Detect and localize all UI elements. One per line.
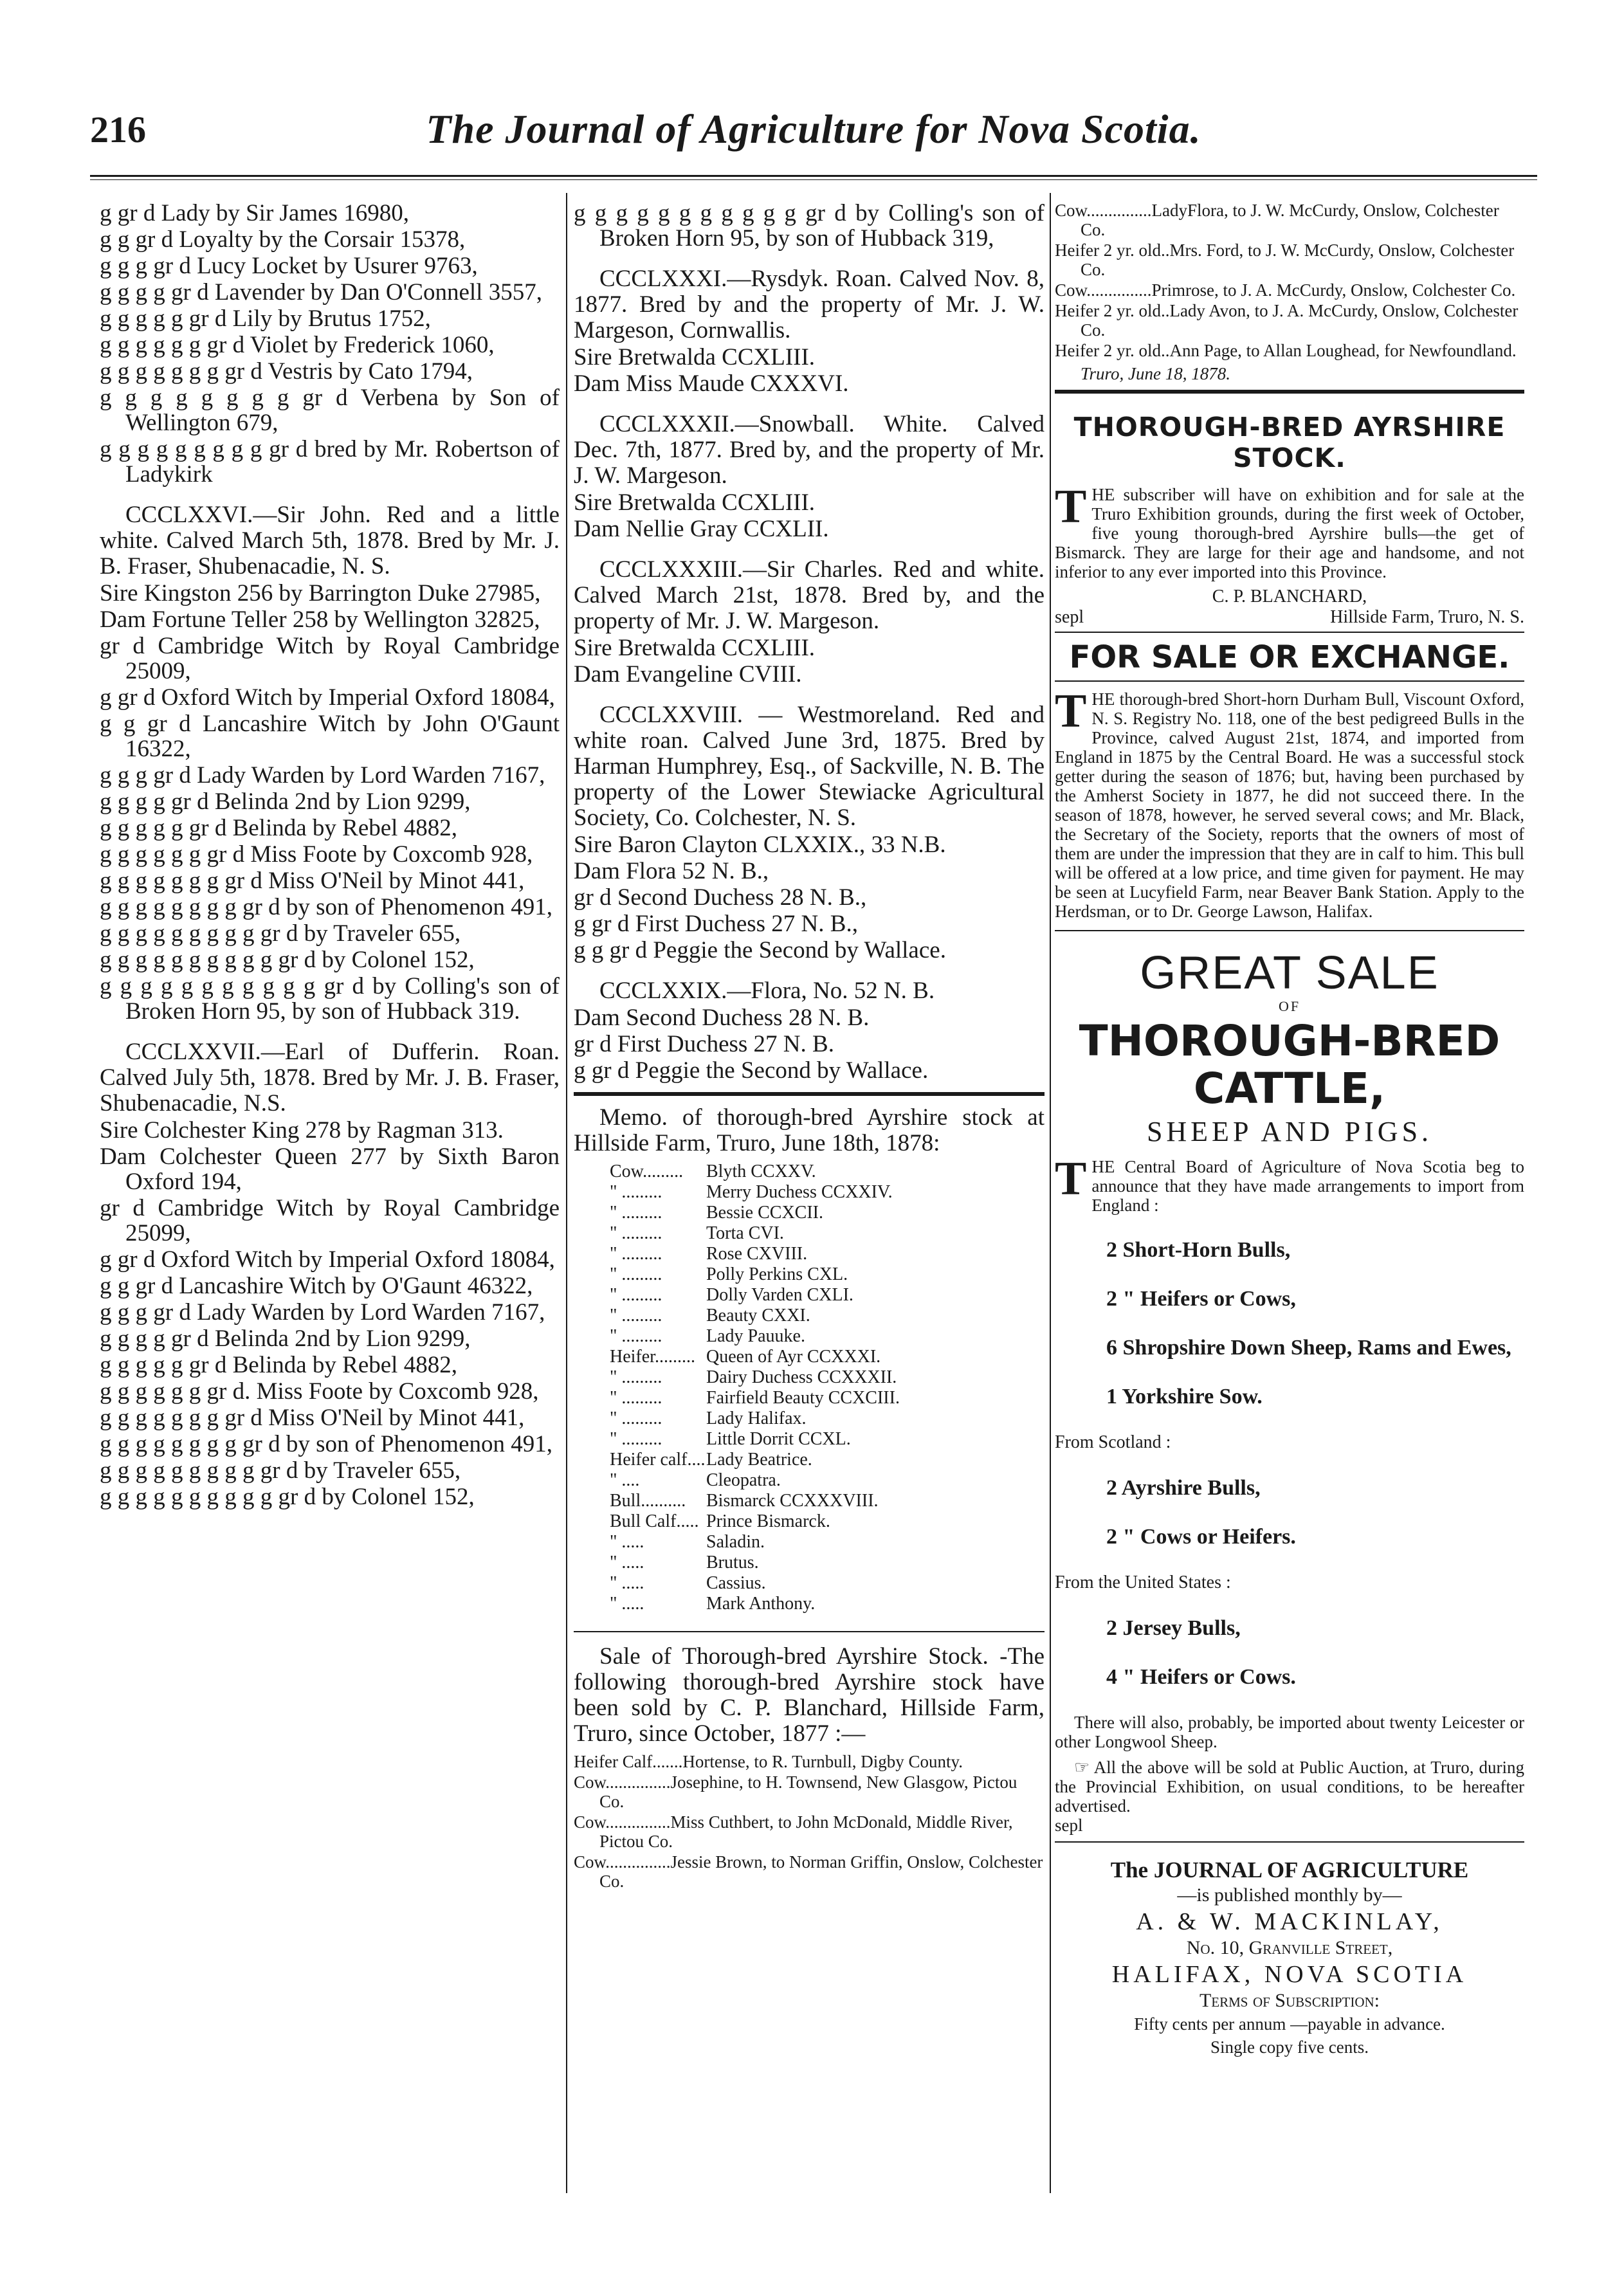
pedigree-line: g g g g g gr d Belinda by Rebel 4882, [100,815,457,841]
journal-ad-monthly: —is published monthly by— [1177,1884,1402,1906]
entry-sir-charles: CCCLXXXIII.—Sir Charles. Red and white. Calved March 21st, 1878. Bred by, and the property of Mr. J. W. Margeson. [574,556,1045,634]
memo-label: " ......... [610,1367,662,1387]
pedigree-line: g g g g g g g g g g g gr d by Colling's son of Broken Horn 95, by son of Hubback 319, [574,201,1045,251]
sale-row: Heifer Calf.......Hortense, to R. Turnbull, Digby County. [574,1752,963,1771]
from-us-label: From the United States : [1055,1572,1231,1592]
memo-row [610,1532,1045,1553]
dropcap: T [1055,1157,1087,1205]
pedigree-list [574,1005,1045,1083]
memo-label: " ..... [610,1553,644,1572]
pedigree-line: Sire Kingston 256 by Barrington Duke 27985, [100,580,541,606]
memo-row [610,1511,1045,1532]
column-2 [574,201,1045,2191]
pedigree-line: Dam Nellie Gray CCXLII. [574,516,829,542]
pedigree-line: g g g g g g g gr d Miss O'Neil by Minot 441, [100,868,525,894]
memo-row [610,1450,1045,1470]
signature-address: Hillside Farm, Truro, N. S. [1330,607,1524,627]
memo-name: Queen of Ayr CCXXXI. [706,1347,881,1367]
pedigree-line: g gr d Oxford Witch by Imperial Oxford 18084, [100,684,555,711]
memo-row [610,1408,1045,1429]
section-rule [574,1092,1045,1096]
pedigree-line: g g g g g g g gr d Miss O'Neil by Minot 441, [100,1405,525,1431]
memo-row [610,1326,1045,1347]
entry-flora: CCCLXXIX.—Flora, No. 52 N. B. [599,978,935,1004]
journal-title: The Journal of Agriculture for Nova Scotia. [426,106,1201,152]
page-header [90,103,1537,174]
column-3 [1055,201,1524,2191]
memo-list [574,1162,1045,1614]
memo-label: " ......... [610,1203,662,1223]
pedigree-line: g g g g g g g g g g g gr d by Colling's son of Broken Horn 95, by son of Hubback 319. [100,973,560,1025]
pedigree-line: gr d Cambridge Witch by Royal Cambridge 25099, [100,1195,560,1246]
memo-row [610,1223,1045,1244]
memo-label: Cow......... [610,1162,684,1181]
pedigree-line: g g gr d Peggie the Second by Wallace. [574,937,946,963]
sale-row: Heifer 2 yr. old..Mrs. Ford, to J. W. McCurdy, Onslow, Colchester Co. [1055,241,1515,279]
section-rule [1055,930,1524,931]
memo-row [610,1491,1045,1511]
dropcap: T [1055,689,1087,738]
pedigree-list [100,581,560,1024]
memo-row [610,1285,1045,1306]
memo-row [610,1306,1045,1326]
pedigree-line: Sire Baron Clayton CLXXIX., 33 N.B. [574,832,946,858]
pedigree-line: g g g g g g gr d. Miss Foote by Coxcomb 928, [100,1378,539,1405]
pedigree-line: g gr d Lady by Sir James 16980, [100,201,409,226]
memo-label: " ......... [610,1408,662,1428]
memo-name: Lady Halifax. [706,1408,807,1428]
memo-row [610,1264,1045,1285]
pedigree-line: gr d Cambridge Witch by Royal Cambridge 25009, [100,633,560,684]
pedigree-line: g g gr d Loyalty by the Corsair 15378, [100,226,466,253]
publisher-street: No. 10, Granville Street, [1186,1937,1393,1958]
memo-label: " ......... [610,1182,662,1202]
memo-label: " ......... [610,1223,662,1243]
page-number: 216 [90,109,146,150]
sale-row: Heifer 2 yr. old..Lady Avon, to J. A. McCurdy, Onslow, Colchester Co. [1055,301,1519,340]
memo-name: Prince Bismarck. [706,1511,830,1531]
pedigree-line: g g g gr d Lucy Locket by Usurer 9763, [100,253,478,279]
pedigree-line: g g g g g g g g g g gr d by Colonel 152, [100,1484,475,1510]
terms-line: Fifty cents per annum —payable in advance. [1134,2014,1445,2034]
sale-row: Cow...............LadyFlora, to J. W. McCurdy, Onslow, Colchester Co. [1055,201,1499,239]
pedigree-line: gr d First Duchess 27 N. B. [574,1031,834,1057]
pedigree-line: Dam Flora 52 N. B., [574,858,769,884]
memo-label: " ..... [610,1573,644,1593]
also-text: There will also, probably, be imported about twenty Leicester or other Longwool Sheep. [1055,1713,1524,1751]
pedigree-line: Sire Bretwalda CCXLIII. [574,344,816,370]
pedigree-line: g g g gr d Lady Warden by Lord Warden 7167, [100,1299,545,1326]
from-scotland-label: From Scotland : [1055,1432,1171,1452]
pedigree-line: Dam Miss Maude CXXXVI. [574,370,849,397]
entry-snowball: CCCLXXXII.—Snowball. White. Calved Dec. 7th, 1877. Bred by, and the property of Mr. J. W. Margeson. [574,411,1045,489]
memo-row [610,1182,1045,1203]
pedigree-line: g g g g g g gr d Violet by Frederick 1060, [100,332,495,358]
pedigree-line: Dam Evangeline CVIII. [574,661,802,688]
memo-label: " ......... [610,1306,662,1326]
memo-label: Bull Calf..... [610,1511,699,1531]
import-item: 4 " Heifers or Cows. [1106,1665,1296,1689]
memo-label: " ......... [610,1244,662,1264]
pedigree-list [100,201,560,487]
memo-label: " ......... [610,1285,662,1305]
import-item: 1 Yorkshire Sow. [1106,1385,1263,1408]
pedigree-line: gr d Second Duchess 28 N. B., [574,884,867,911]
pedigree-line: Dam Colchester Queen 277 by Sixth Baron Oxford 194, [100,1144,560,1195]
memo-name: Fairfield Beauty CCXCIII. [706,1388,900,1408]
memo-heading: Memo. of thorough-bred Ayrshire stock at Hillside Farm, Truro, June 18th, 1878: [574,1104,1045,1156]
memo-name: Mark Anthony. [706,1594,816,1614]
sale-row: Heifer 2 yr. old..Ann Page, to Allan Loughead, for Newfoundland. [1055,341,1517,360]
memo-label: " .... [610,1470,640,1490]
scotland-import-list [1055,1475,1524,1551]
memo-name: Dolly Varden CXLI. [706,1285,853,1305]
sale-list [574,1752,1045,1891]
memo-name: Bismarck CCXXXVIII. [706,1491,879,1511]
pedigree-line: g g g g g gr d Lily by Brutus 1752, [100,305,431,332]
dropcap: T [1055,485,1087,533]
memo-label: " ......... [610,1326,662,1346]
memo-name: Polly Perkins CXL. [706,1264,848,1284]
memo-name: Saladin. [706,1532,765,1552]
sale-row: Cow...............Jessie Brown, to Norman Griffin, Onslow, Colchester Co. [574,1852,1043,1891]
memo-name: Rose CXVIII. [706,1244,808,1264]
us-import-list [1055,1615,1524,1691]
memo-name: Blyth CCXXV. [706,1162,816,1181]
great-sale-cattle: THOROUGH-BRED CATTLE, [1079,1016,1501,1113]
pedigree-line: g g g g g g g g gr d Verbena by Son of Wellington 679, [100,385,560,436]
memo-row [610,1367,1045,1388]
for-sale-heading: FOR SALE OR EXCHANGE. [1069,639,1510,675]
sept-mark: sepl [1055,1816,1083,1835]
auction-text: ☞ All the above will be sold at Public Auction, at Truro, during the Provincial Exhibition, on usual conditions, to be hereafter advertised. [1055,1758,1524,1816]
england-import-list [1055,1237,1524,1410]
pedigree-line: g g g g gr d Belinda 2nd by Lion 9299, [100,788,471,815]
pedigree-line: g gr d Peggie the Second by Wallace. [574,1057,929,1084]
memo-name: Bessie CCXCII. [706,1203,823,1223]
terms-heading: Terms of Subscription: [1199,1990,1380,2011]
dateline: Truro, June 18, 1878. [1081,364,1231,383]
memo-row [610,1594,1045,1614]
pedigree-list [574,832,1045,963]
ayrshire-heading: THOROUGH-BRED AYRSHIRE STOCK. [1073,412,1506,473]
memo-name: Little Dorrit CCXL. [706,1429,851,1449]
memo-name: Lady Pauuke. [706,1326,805,1346]
ayrshire-text: HE subscriber will have on exhibition and for sale at the Truro Exhibition grounds, during the first week of October, five young thorough-bred Ayrshire bulls—the get of Bismarck. They are large for their age and handsome, and not inferior to any ever imported into this Province. [1055,485,1524,581]
memo-row [610,1429,1045,1450]
great-sale-heading: GREAT SALE [1140,947,1439,999]
pedigree-line: g g g g g g g gr d Vestris by Cato 1794, [100,358,473,385]
pedigree-line: g g g g g g gr d Miss Foote by Coxcomb 928, [100,841,533,868]
pedigree-line: Sire Colchester King 278 by Ragman 313. [100,1117,504,1144]
memo-name: Brutus. [706,1553,759,1572]
entry-sir-john: CCCLXXVI.—Sir John. Red and a little white. Calved March 5th, 1878. Bred by Mr. J. B. Fraser, Shubenacadie, N. S. [100,502,560,579]
memo-row [610,1203,1045,1223]
import-item: 6 Shropshire Down Sheep, Rams and Ewes, [1106,1336,1511,1360]
column-divider [1050,193,1051,2193]
pedigree-list [574,635,1045,687]
pedigree-line: g g g g g g g g g g gr d by Colonel 152, [100,947,475,973]
central-board-text: HE Central Board of Agriculture of Nova Scotia beg to announce that they have made arrangements to import from England : [1091,1157,1524,1215]
section-rule [1055,390,1524,394]
entry-westmoreland: CCCLXXVIII. — Westmoreland. Red and white roan. Calved June 3rd, 1875. Bred by Harman Humphrey, Esq., of Sackville, N. B. The property of the Lower Stewiacke Agricultural Society, Co. Colchester, N. S. [574,702,1045,831]
memo-name: Torta CVI. [706,1223,784,1243]
memo-name: Lady Beatrice. [706,1450,812,1470]
for-sale-text: HE thorough-bred Short-horn Durham Bull, Viscount Oxford, N. S. Registry No. 118, one of the best pedigreed Bulls in the Province, calved August 21st, 1874, and imported from England in 1875 by the Central Board. He was a successful stock getter during the season of 1876; but, having been purchased by the Amherst Society in 1877, he did not succeed there. In the season of 1878, however, he served several cows; and Mr. Black, the Secretary of the Society, reports that the owners of most of them are under the impression that they are in calf to him. This bull will be offered at a low price, and time given for payment. He may be seen at Lucyfield Farm, near Beaver Bank Station. Apply to the Herdsman, or to Dr. George Lawson, Halifax. [1055,689,1524,921]
import-item: 2 " Heifers or Cows, [1106,1287,1296,1311]
sale-row: Cow...............Primrose, to J. A. McCurdy, Onslow, Colchester Co. [1055,280,1516,300]
memo-label: Heifer calf.... [610,1450,706,1470]
memo-name: Cassius. [706,1573,766,1593]
great-sale-sheep: SHEEP AND PIGS. [1146,1116,1433,1147]
pedigree-line: g g g g g g g g gr d by son of Phenomenon 491, [100,1431,552,1457]
memo-row [610,1162,1045,1182]
memo-row [610,1388,1045,1408]
memo-row [610,1573,1045,1594]
header-rule [90,175,1537,180]
pedigree-line: g g g g g g g g g gr d by Traveler 655, [100,920,461,947]
pedigree-line: Sire Bretwalda CCXLIII. [574,489,816,516]
pedigree-line: Dam Fortune Teller 258 by Wellington 32825, [100,606,540,633]
import-item: 2 " Cows or Heifers. [1106,1525,1296,1549]
memo-row [610,1553,1045,1573]
signature-name: C. P. BLANCHARD, [1212,587,1367,606]
memo-label: Heifer......... [610,1347,695,1367]
pedigree-list [574,345,1045,396]
section-rule [1055,680,1524,682]
memo-name: Merry Duchess CCXXIV. [706,1182,893,1202]
column-divider [566,193,567,2193]
sale-row: Cow...............Josephine, to H. Townsend, New Glasgow, Pictou Co. [574,1772,1017,1811]
great-sale-of: OF [1278,998,1301,1014]
memo-row [610,1470,1045,1491]
memo-row [610,1347,1045,1367]
column-1 [100,201,560,2191]
section-rule [1055,1841,1524,1843]
journal-ad-title: The JOURNAL OF AGRICULTURE [1110,1857,1469,1882]
import-item: 2 Short-Horn Bulls, [1106,1238,1291,1262]
pedigree-line: Sire Bretwalda CCXLIII. [574,635,816,661]
sale-row: Cow...............Miss Cuthbert, to John McDonald, Middle River, Pictou Co. [574,1812,1013,1851]
sale-intro: Sale of Thorough-bred Ayrshire Stock. -The following thorough-bred Ayrshire stock have been sold by C. P. Blanchard, Hillside Farm, Truro, since October, 1877 :— [574,1643,1045,1747]
pedigree-line: g g g g g g g g g gr d bred by Mr. Robertson of Ladykirk [100,436,560,488]
pedigree-line: g g g g gr d Belinda 2nd by Lion 9299, [100,1326,471,1352]
import-item: 2 Jersey Bulls, [1106,1616,1241,1640]
pedigree-line: g g g g g g g g g gr d by Traveler 655, [100,1457,461,1484]
pedigree-line: g g g g g gr d Belinda by Rebel 4882, [100,1352,457,1378]
memo-name: Cleopatra. [706,1470,781,1490]
pedigree-line: g g g g gr d Lavender by Dan O'Connell 3557, [100,279,542,305]
section-rule [1055,632,1524,633]
memo-name: Beauty CXXI. [706,1306,810,1326]
entry-earl-of-dufferin: CCCLXXVII.—Earl of Dufferin. Roan. Calved July 5th, 1878. Bred by Mr. J. B. Fraser, Shubenacadie, N.S. [100,1039,560,1116]
sept-mark: sepl [1055,607,1084,627]
publisher-name: A. & W. MACKINLAY, [1136,1908,1443,1935]
pedigree-line: g g gr d Lancashire Witch by John O'Gaunt 16322, [100,711,560,762]
memo-row [610,1244,1045,1264]
entry-rysdyk: CCCLXXXI.—Rysdyk. Roan. Calved Nov. 8, 1877. Bred by and the property of Mr. J. W. Margeson, Cornwallis. [574,266,1045,343]
section-rule [574,1631,1045,1632]
memo-label: " ......... [610,1264,662,1284]
sale-list [1055,201,1524,360]
terms-line: Single copy five cents. [1210,2037,1369,2057]
pedigree-line: g g g gr d Lady Warden by Lord Warden 7167, [100,762,545,788]
memo-label: Bull.......... [610,1491,686,1511]
publisher-city: HALIFAX, NOVA SCOTIA [1111,1961,1468,1988]
memo-label: " ..... [610,1532,644,1552]
memo-label: " ......... [610,1388,662,1408]
pedigree-line: g gr d First Duchess 27 N. B., [574,911,858,937]
pedigree-line: g gr d Oxford Witch by Imperial Oxford 18084, [100,1246,555,1273]
pedigree-list [100,1118,560,1509]
pedigree-line: g g g g g g g g gr d by son of Phenomenon 491, [100,894,552,920]
pedigree-line: g g gr d Lancashire Witch by O'Gaunt 46322, [100,1273,533,1299]
pedigree-list [574,490,1045,542]
import-item: 2 Ayrshire Bulls, [1106,1476,1261,1500]
memo-label: " ......... [610,1429,662,1449]
memo-name: Dairy Duchess CCXXXII. [706,1367,897,1387]
pedigree-line: Dam Second Duchess 28 N. B. [574,1005,870,1031]
memo-label: " ..... [610,1594,644,1614]
